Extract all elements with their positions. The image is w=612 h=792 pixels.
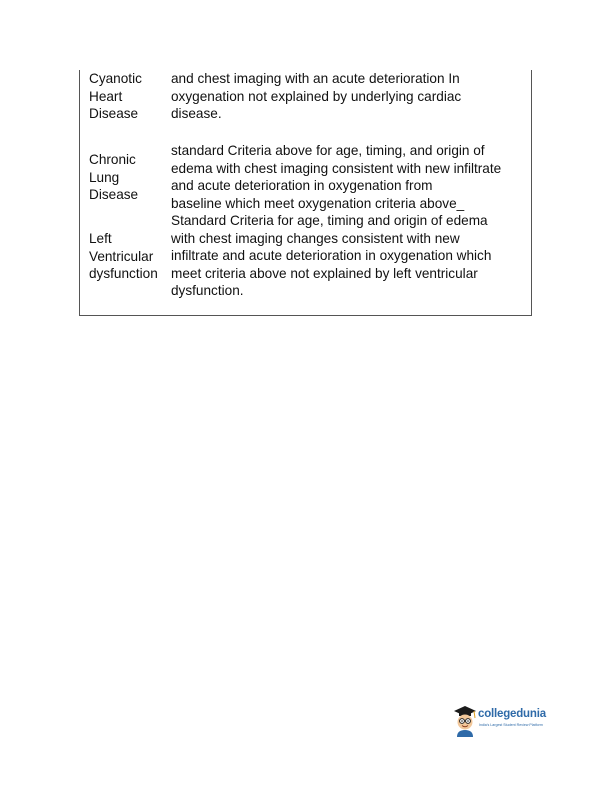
label-line: Left: [89, 231, 112, 246]
text-line: dysfunction.: [171, 283, 244, 298]
label-line: Disease: [89, 187, 139, 202]
text-line: Standard Criteria for age, timing and origin of edema: [171, 213, 488, 228]
text-line: meet criteria above not explained by left ventricular: [171, 265, 478, 281]
text-line: baseline which meet oxygenation criteria above_: [171, 195, 465, 211]
row-label-left-ventricular-dysfunction: [89, 230, 158, 283]
label-line: Heart: [89, 88, 123, 104]
text-line: standard Criteria above for age, timing, and origin of: [171, 143, 485, 158]
row-text-cyanotic-heart-disease: [171, 70, 461, 123]
text-line: and chest imaging with an acute deterioration In: [171, 71, 460, 86]
text-line: and acute deterioration in oxygenation from: [171, 178, 433, 193]
text-line: infiltrate and acute deterioration in oxygenation which: [171, 248, 492, 263]
logo-wordmark: collegedunia: [478, 708, 546, 720]
mascot-body: [457, 730, 473, 737]
label-line: Disease: [89, 106, 139, 121]
criteria-table: [79, 70, 532, 316]
row-text-chronic-lung-disease: [171, 142, 501, 212]
logo-tagline: India's Largest Student Review Platform: [479, 723, 543, 727]
label-line: Ventricular: [89, 248, 154, 264]
graduate-mascot-icon: [452, 704, 478, 738]
text-line: oxygenation not explained by underlying cardiac: [171, 88, 462, 104]
collegedunia-logo: [452, 704, 562, 740]
label-line: Chronic: [89, 152, 136, 167]
label-line: Lung: [89, 169, 120, 185]
label-line: dysfunction: [89, 266, 158, 281]
text-line: disease.: [171, 106, 222, 121]
row-label-cyanotic-heart-disease: [89, 70, 142, 123]
cap-tassel: [474, 711, 475, 718]
row-text-left-ventricular-dysfunction: [171, 212, 491, 300]
text-line: edema with chest imaging consistent with new infiltrate: [171, 160, 502, 176]
text-line: with chest imaging changes consistent with new: [171, 230, 460, 246]
row-label-chronic-lung-disease: [89, 151, 138, 204]
label-line: Cyanotic: [89, 71, 142, 86]
